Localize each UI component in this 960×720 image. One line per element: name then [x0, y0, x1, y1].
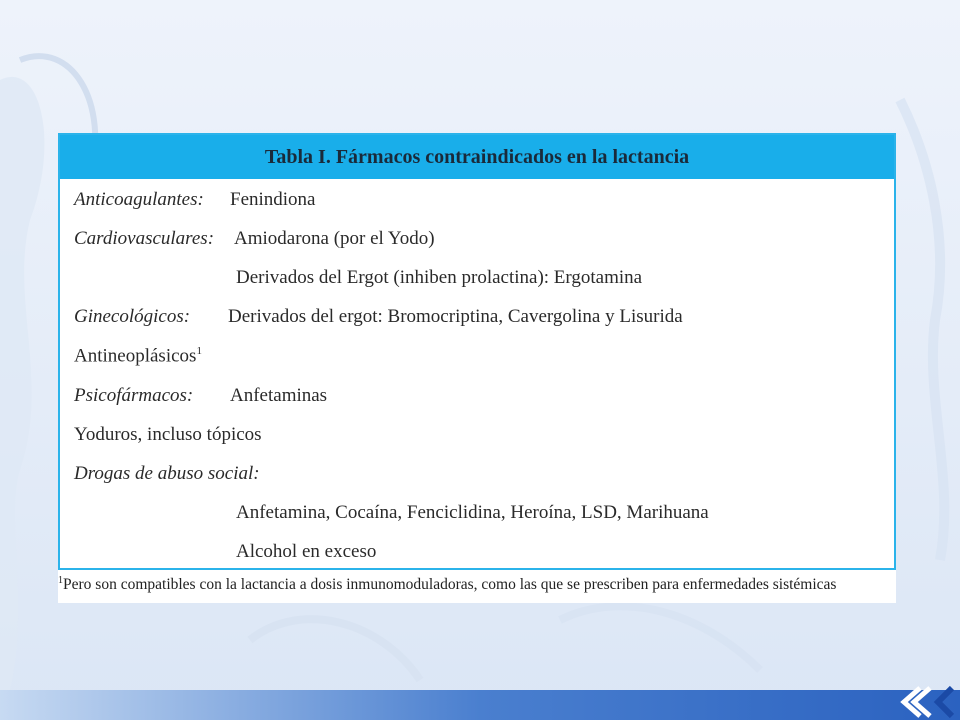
bottom-bar [0, 690, 960, 720]
footnote-marker: 1 [58, 575, 63, 586]
table-row [60, 306, 894, 336]
row-category-text: Antineoplásicos [74, 345, 197, 367]
drug-table [58, 133, 896, 570]
row-category: Ginecológicos: [74, 306, 191, 327]
footnote-text: Pero son compatibles con la lactancia a dosis inmunomoduladoras, como las que se prescriben para enfermedades sistémicas [63, 576, 837, 594]
table-row [60, 267, 894, 297]
table-row [60, 345, 894, 375]
row-category: Anticoagulantes: [74, 189, 204, 210]
row-value: Fenindiona [230, 189, 316, 210]
table-footnote [58, 575, 896, 594]
table-card [58, 133, 896, 603]
table-row [60, 424, 894, 454]
row-value: Derivados del Ergot (inhiben prolactina): Ergotamina [236, 267, 643, 288]
table-row [60, 228, 894, 258]
row-category: Cardiovasculares: [74, 228, 215, 249]
row-category: Yoduros, incluso tópicos [74, 424, 262, 445]
row-value: Alcohol en exceso [236, 541, 377, 562]
footnote-ref: 1 [196, 345, 202, 357]
row-category: Psicofármacos: [74, 385, 194, 406]
row-value: Anfetaminas [230, 385, 328, 406]
table-row [60, 463, 894, 493]
row-category [74, 345, 202, 367]
row-category: Drogas de abuso social: [74, 463, 260, 484]
chevron-left-icon[interactable] [922, 684, 958, 720]
table-row [60, 385, 894, 415]
row-value: Derivados del ergot: Bromocriptina, Cavergolina y Lisurida [228, 306, 683, 327]
row-value: Anfetamina, Cocaína, Fenciclidina, Heroína, LSD, Marihuana [236, 502, 709, 523]
table-row [60, 502, 894, 532]
table-title: Tabla I. Fármacos contraindicados en la lactancia [60, 135, 894, 179]
table-row [60, 189, 894, 219]
table-row [60, 541, 894, 571]
row-value: Amiodarona (por el Yodo) [234, 228, 435, 249]
